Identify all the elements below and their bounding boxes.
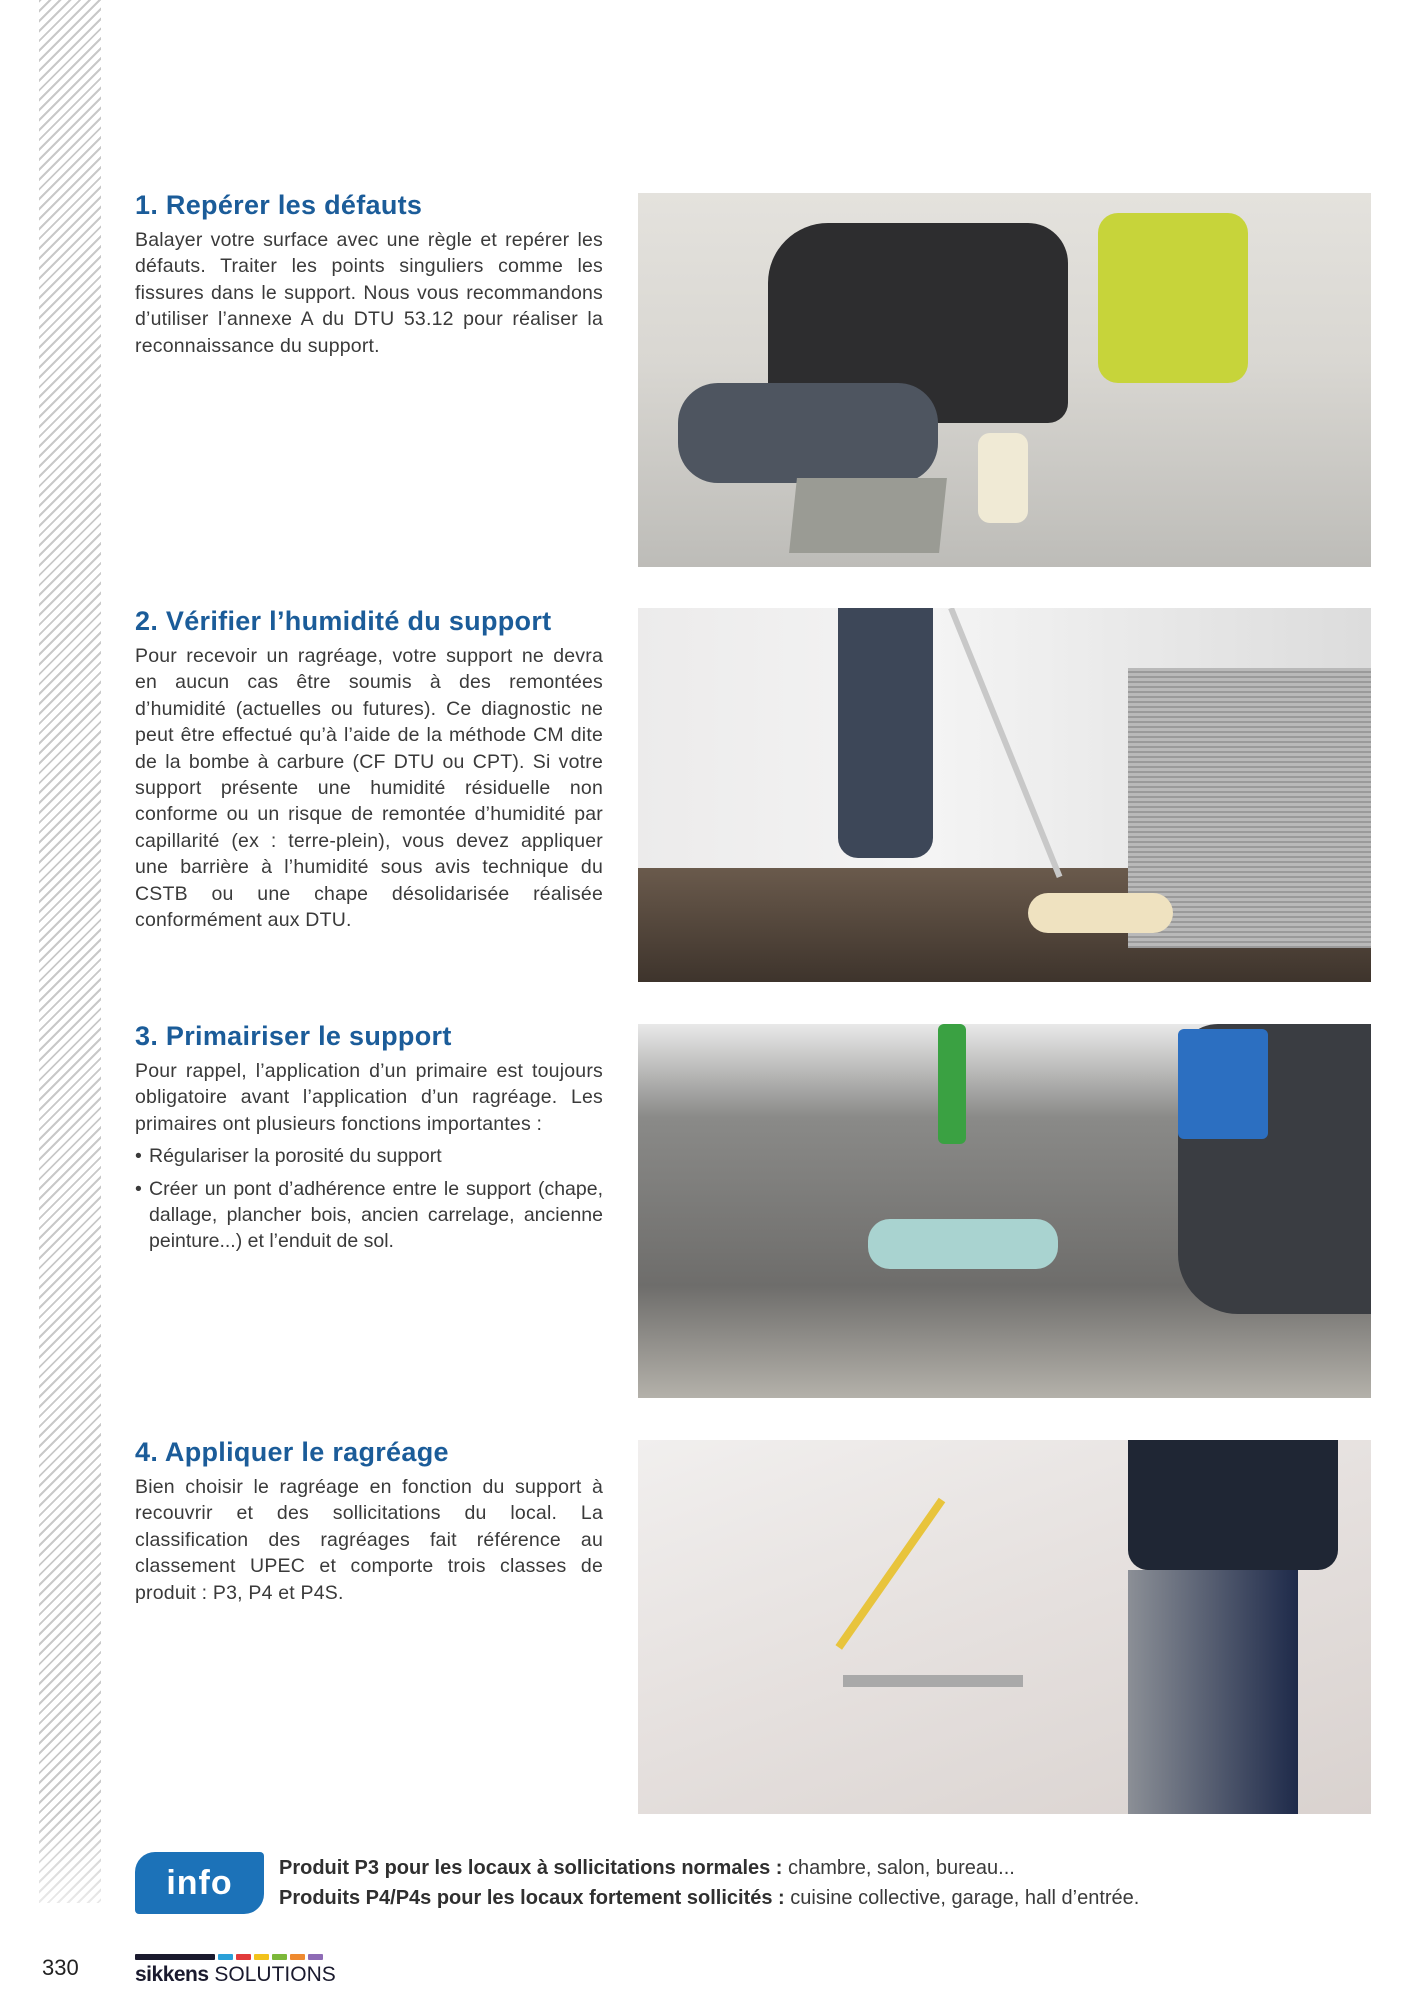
photo-primer-roller — [638, 1024, 1371, 1398]
info-line-text: chambre, salon, bureau... — [782, 1857, 1015, 1879]
section-body: Bien choisir le ragréage en fonction du support à recouvrir et des sollicitations du local. La classification des ragréages fait référence au classement UPEC et comporte trois classes de produit : P3, P4 et P4S. — [135, 1476, 603, 1604]
section-3 — [135, 1021, 603, 1261]
section-title: 2. Vérifier l’humidité du support — [135, 606, 552, 636]
sikkens-solutions-logo — [135, 1954, 335, 1990]
logo-suffix: SOLUTIONS — [214, 1963, 336, 1986]
section-body: Pour rappel, l’application d’un primaire est toujours obligatoire avant l’application d’un ragréage. Les primaires ont plusieurs fonctions importantes : — [135, 1060, 603, 1135]
photo-applying-leveling — [638, 1440, 1371, 1814]
info-line-bold: Produit P3 pour les locaux à sollicitations normales : — [279, 1857, 783, 1879]
logo-color-bar — [308, 1954, 323, 1960]
info-line — [279, 1883, 1139, 1913]
section-2 — [135, 606, 603, 933]
info-badge-label: info — [166, 1863, 233, 1902]
info-text — [279, 1853, 1139, 1913]
info-line-bold: Produits P4/P4s pour les locaux fortement sollicités : — [279, 1887, 785, 1909]
section-title: 3. Primairiser le support — [135, 1021, 452, 1051]
logo-color-bar — [272, 1954, 287, 1960]
section-body: Pour recevoir un ragréage, votre support ne devra en aucun cas être soumis à des remontées d’humidité (actuelles ou futures). Ce diagnostic ne peut être effectué qu’à l’aide de la méthode CM dite de la bombe à carbure (CF DTU ou CPT). Si votre support présente une humidité résiduelle non conforme ou un risque de remontée d’humidité par capillarité (ex : terre-plein), vous devez appliquer une barrière à l’humidité sous avis technique du CSTB ou une chape désolidarisée réalisée conformément aux DTU. — [135, 645, 603, 932]
logo-brand: sikkens — [135, 1963, 209, 1986]
list-item: • Créer un pont d’adhérence entre le support (chape, dallage, plancher bois, ancien carrelage, ancienne peinture...) et l’enduit de sol. — [135, 1176, 603, 1255]
info-badge — [135, 1852, 264, 1914]
section-title: 1. Repérer les défauts — [135, 190, 423, 220]
page-number: 330 — [42, 1955, 79, 1980]
info-line-text: cuisine collective, garage, hall d’entrée. — [784, 1887, 1140, 1909]
section-title: 4. Appliquer le ragréage — [135, 1437, 449, 1467]
logo-color-bar — [135, 1954, 215, 1960]
decorative-stripes — [39, 0, 101, 1903]
logo-color-bar — [236, 1954, 251, 1960]
logo-color-bar — [290, 1954, 305, 1960]
logo-color-bar — [254, 1954, 269, 1960]
section-body: Balayer votre surface avec une règle et repérer les défauts. Traiter les points singuliers comme les fissures dans le support. Nous vous recommandons d’utiliser l’annexe A du DTU 53.12 pour réaliser la reconnaissance du support. — [135, 229, 603, 357]
info-line — [279, 1853, 1139, 1883]
bullet-list — [135, 1143, 603, 1255]
logo-color-bar — [218, 1954, 233, 1960]
section-1 — [135, 190, 603, 359]
photo-worker-filling-cracks — [638, 193, 1371, 567]
section-4 — [135, 1437, 603, 1606]
logo-color-bars — [135, 1954, 335, 1960]
photo-humidity-check — [638, 608, 1371, 982]
list-item: • Régulariser la porosité du support — [135, 1143, 603, 1169]
